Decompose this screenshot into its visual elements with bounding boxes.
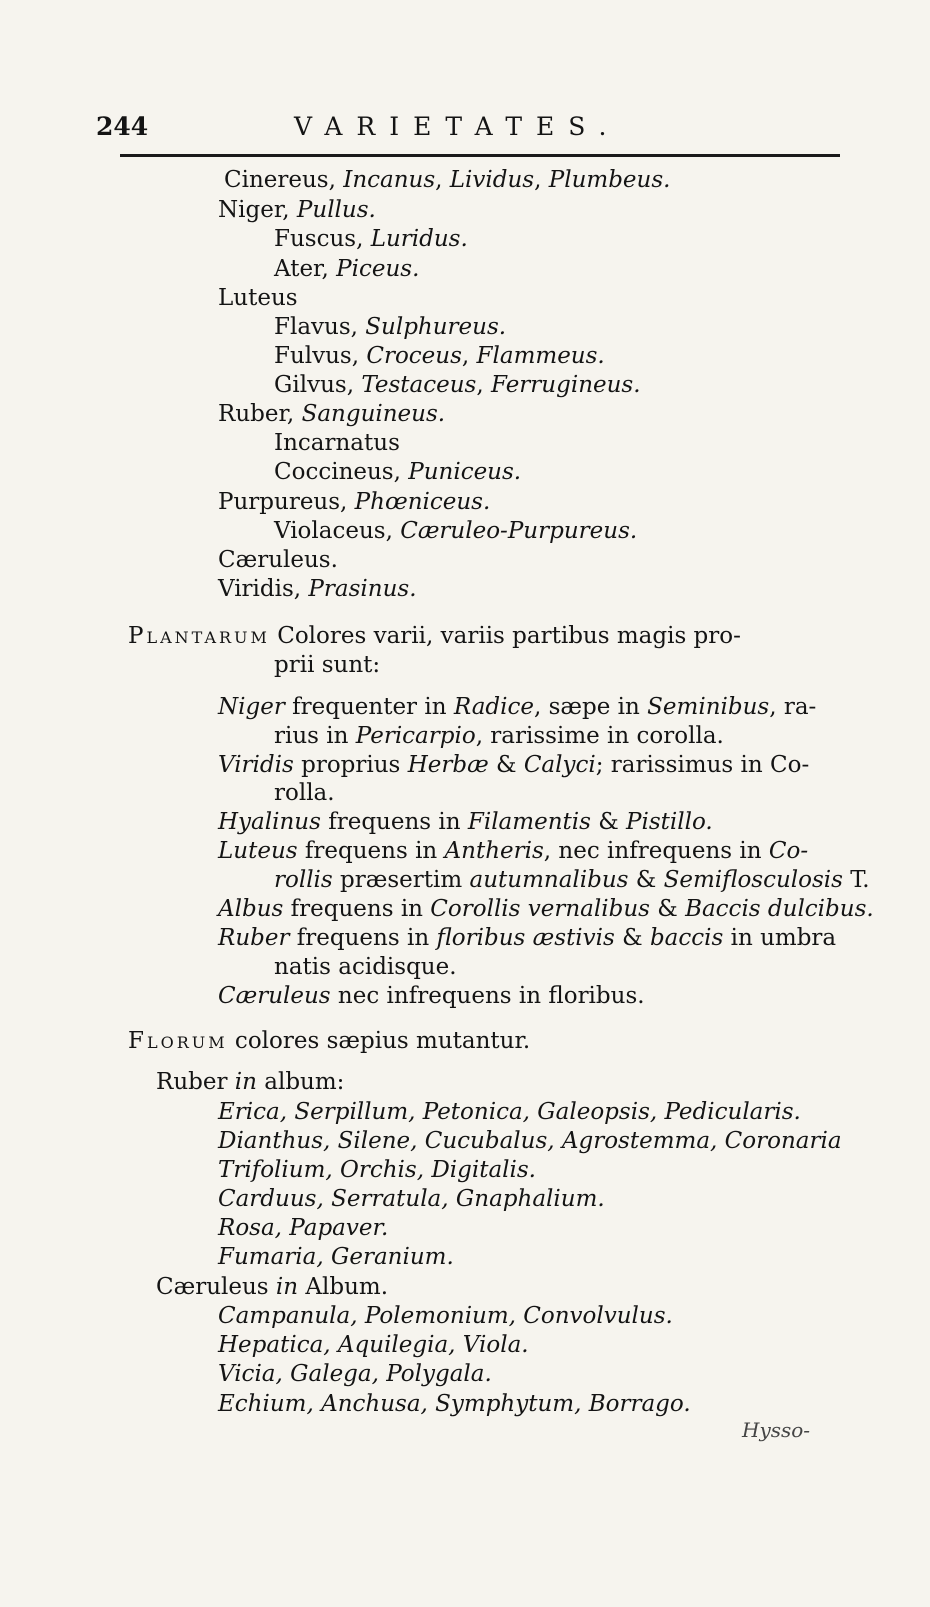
text-segment: Cæruleus. bbox=[218, 547, 338, 573]
text-line bbox=[218, 1214, 388, 1242]
text-line bbox=[274, 722, 724, 750]
text-line bbox=[274, 255, 419, 283]
text-segment: prii sunt: bbox=[274, 652, 381, 678]
text-segment: colores sæpius mutantur. bbox=[227, 1028, 531, 1054]
text-line bbox=[218, 1243, 454, 1271]
italic-text: in bbox=[234, 1069, 257, 1095]
italic-text: Rosa, Papaver. bbox=[218, 1215, 389, 1241]
text-line bbox=[156, 1068, 344, 1096]
text-line bbox=[218, 546, 338, 574]
text-segment: frequenter in bbox=[284, 694, 454, 720]
text-segment: Niger, bbox=[218, 197, 297, 223]
text-segment: frequens in bbox=[283, 896, 431, 922]
section-heading: Plantarum bbox=[128, 623, 270, 649]
italic-text: Phœniceus. bbox=[354, 489, 491, 515]
page-number: 244 bbox=[96, 112, 149, 141]
italic-text: in bbox=[275, 1274, 299, 1300]
italic-text: Semiflosculosis bbox=[663, 867, 843, 893]
text-segment: frequens in bbox=[297, 838, 445, 864]
italic-text: floribus æstivis bbox=[436, 925, 615, 951]
italic-text: Prasinus. bbox=[308, 576, 417, 602]
text-line bbox=[274, 866, 870, 894]
italic-text: Herbæ bbox=[407, 752, 489, 778]
italic-text: Albus bbox=[218, 896, 284, 922]
italic-text: Corollis vernalibus bbox=[430, 896, 650, 922]
text-segment: Cinereus, bbox=[224, 167, 344, 193]
italic-text: Sanguineus. bbox=[301, 401, 446, 427]
italic-text: Campanula, Polemonium, Convolvulus. bbox=[218, 1303, 673, 1329]
italic-text: Pullus. bbox=[296, 197, 376, 223]
italic-text: Erica, Serpillum, Petonica, Galeopsis, Pedicularis. bbox=[218, 1099, 801, 1125]
italic-text: Seminibus bbox=[647, 694, 770, 720]
text-segment: T. bbox=[842, 867, 870, 893]
text-segment: Ruber bbox=[156, 1069, 235, 1095]
italic-text: Echium, Anchusa, Symphytum, Borrago. bbox=[218, 1391, 691, 1417]
text-line bbox=[274, 651, 380, 679]
text-line bbox=[218, 1098, 801, 1126]
text-segment: Purpureus, bbox=[218, 489, 355, 515]
text-segment: & bbox=[628, 867, 664, 893]
text-segment: Cæruleus bbox=[156, 1274, 276, 1300]
text-segment: nec infrequens in floribus. bbox=[330, 983, 645, 1009]
text-segment: & bbox=[590, 809, 627, 835]
text-line bbox=[224, 166, 670, 194]
text-segment: Fulvus, bbox=[274, 343, 367, 369]
text-segment: frequens in bbox=[289, 925, 437, 951]
text-line bbox=[218, 751, 809, 779]
text-line bbox=[218, 1302, 673, 1330]
text-segment: proprius bbox=[293, 752, 408, 778]
text-line bbox=[274, 313, 506, 341]
italic-text: baccis bbox=[649, 925, 724, 951]
italic-text: autumnalibus bbox=[469, 867, 629, 893]
text-line bbox=[128, 622, 741, 650]
text-line bbox=[274, 458, 521, 486]
text-line bbox=[218, 284, 298, 312]
text-line bbox=[218, 1331, 529, 1359]
text-line bbox=[218, 924, 836, 952]
italic-text: Luteus bbox=[218, 838, 298, 864]
text-segment: Ater, bbox=[274, 256, 337, 282]
italic-text: Niger bbox=[218, 694, 285, 720]
text-line bbox=[218, 1127, 842, 1155]
header-rule bbox=[120, 154, 840, 157]
text-segment: in umbra bbox=[723, 925, 837, 951]
text-line bbox=[156, 1273, 388, 1301]
italic-text: Luridus. bbox=[370, 226, 468, 252]
text-segment: , bbox=[476, 372, 491, 398]
text-line bbox=[128, 1027, 530, 1055]
text-line bbox=[218, 1390, 691, 1418]
italic-text: Lividus bbox=[449, 167, 535, 193]
italic-text: Co- bbox=[768, 838, 809, 864]
italic-text: Pistillo. bbox=[626, 809, 713, 835]
text-line bbox=[274, 429, 400, 457]
text-line bbox=[218, 693, 816, 721]
text-segment: ; rarissimus in Co- bbox=[595, 752, 810, 778]
page-header bbox=[96, 112, 840, 152]
text-segment: & bbox=[614, 925, 650, 951]
text-segment: Luteus bbox=[218, 285, 298, 311]
text-segment: Fuscus, bbox=[274, 226, 371, 252]
italic-text: Ruber bbox=[218, 925, 290, 951]
text-line bbox=[274, 342, 605, 370]
italic-text: Testaceus bbox=[361, 372, 477, 398]
text-segment: , bbox=[461, 343, 477, 369]
text-segment: natis acidisque. bbox=[274, 954, 457, 980]
text-segment: Incarnatus bbox=[274, 430, 400, 456]
text-line bbox=[274, 371, 641, 399]
italic-text: Flammeus. bbox=[476, 343, 605, 369]
text-line bbox=[218, 488, 490, 516]
italic-text: Cæruleus bbox=[218, 983, 331, 1009]
text-segment: Album. bbox=[298, 1274, 389, 1300]
text-line bbox=[274, 953, 457, 981]
text-segment: Flavus, bbox=[274, 314, 366, 340]
italic-text: Vicia, Galega, Polygala. bbox=[218, 1361, 492, 1387]
italic-text: Puniceus. bbox=[408, 459, 522, 485]
italic-text: Sulphureus. bbox=[365, 314, 507, 340]
text-line bbox=[218, 895, 874, 923]
text-line bbox=[218, 1156, 536, 1184]
italic-text: Carduus, Serratula, Gnaphalium. bbox=[218, 1186, 605, 1212]
italic-text: Plumbeus. bbox=[548, 167, 671, 193]
text-segment: , rarissime in corolla. bbox=[475, 723, 724, 749]
text-segment: , sæpe in bbox=[533, 694, 648, 720]
catchword: Hysso- bbox=[742, 1418, 811, 1442]
text-segment: præsertim bbox=[332, 867, 470, 893]
text-segment: Ruber, bbox=[218, 401, 302, 427]
italic-text: Hepatica, Aquilegia, Viola. bbox=[218, 1332, 529, 1358]
text-segment: & bbox=[649, 896, 686, 922]
text-segment: , ra- bbox=[769, 694, 817, 720]
italic-text: rollis bbox=[274, 867, 333, 893]
section-heading: Florum bbox=[128, 1028, 228, 1054]
italic-text: Dianthus, Silene, Cucubalus, Agrostemma, Coronaria bbox=[218, 1128, 842, 1154]
text-segment: Viridis, bbox=[218, 576, 309, 602]
italic-text: Calyci bbox=[523, 752, 596, 778]
text-segment: Coccineus, bbox=[274, 459, 409, 485]
text-segment: Gilvus, bbox=[274, 372, 362, 398]
italic-text: Piceus. bbox=[336, 256, 420, 282]
italic-text: Ferrugineus. bbox=[491, 372, 641, 398]
italic-text: Trifolium, Orchis, Digitalis. bbox=[218, 1157, 536, 1183]
text-line bbox=[218, 837, 808, 865]
text-line bbox=[274, 517, 637, 545]
text-segment: frequens in bbox=[320, 809, 468, 835]
running-title: VARIETATES. bbox=[294, 112, 621, 141]
italic-text: Fumaria, Geranium. bbox=[218, 1244, 454, 1270]
italic-text: Incanus bbox=[343, 167, 436, 193]
italic-text: Antheris bbox=[444, 838, 544, 864]
text-segment: & bbox=[488, 752, 524, 778]
italic-text: Hyalinus bbox=[218, 809, 321, 835]
text-segment: album: bbox=[256, 1069, 345, 1095]
text-segment: rolla. bbox=[274, 780, 335, 806]
text-line bbox=[218, 1185, 605, 1213]
text-segment: Violaceus, bbox=[274, 518, 401, 544]
text-line bbox=[274, 225, 468, 253]
text-line bbox=[218, 982, 645, 1010]
text-line bbox=[218, 196, 376, 224]
italic-text: Radice bbox=[453, 694, 534, 720]
italic-text: Filamentis bbox=[467, 809, 591, 835]
italic-text: Pericarpio bbox=[355, 723, 476, 749]
italic-text: Croceus bbox=[366, 343, 462, 369]
text-segment: , nec infrequens in bbox=[543, 838, 769, 864]
text-segment: rius in bbox=[274, 723, 356, 749]
italic-text: Cæruleo-Purpureus. bbox=[400, 518, 638, 544]
text-line bbox=[218, 1360, 492, 1388]
text-segment: , bbox=[435, 167, 450, 193]
italic-text: Baccis dulcibus. bbox=[685, 896, 874, 922]
text-line bbox=[218, 575, 417, 603]
text-segment: Colores varii, variis partibus magis pro- bbox=[269, 623, 741, 649]
text-line bbox=[274, 779, 335, 807]
italic-text: Viridis bbox=[218, 752, 294, 778]
text-line bbox=[218, 808, 713, 836]
text-segment: , bbox=[534, 167, 549, 193]
text-line bbox=[218, 400, 445, 428]
